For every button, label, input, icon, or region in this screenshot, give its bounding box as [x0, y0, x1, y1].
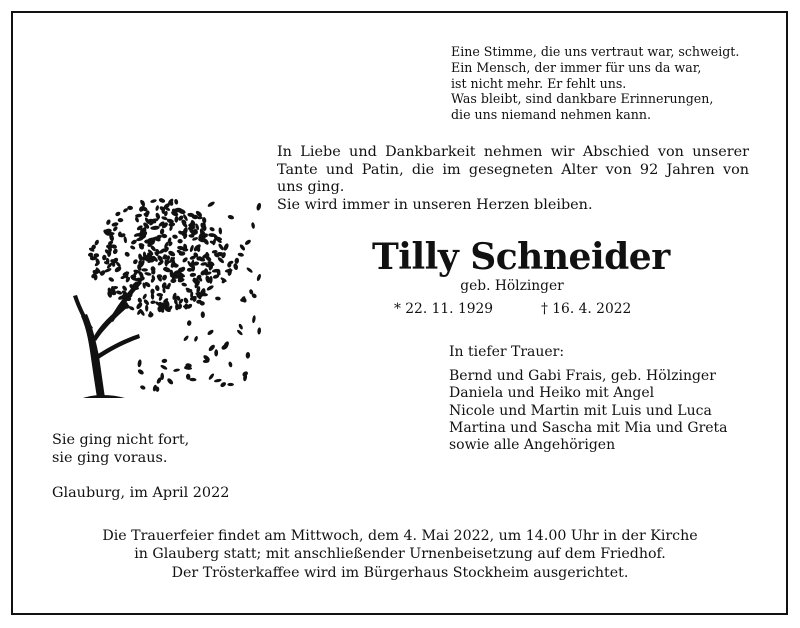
windblown-tree-icon: [65, 180, 265, 405]
maiden-name: geb. Hölzinger: [460, 278, 564, 294]
poem-line: ist nicht mehr. Er fehlt uns.: [451, 75, 627, 91]
mourner-entry: Martina und Sascha mit Mia und Greta: [449, 419, 728, 436]
farewell-text: [277, 144, 749, 214]
deceased-name: Tilly Schneider: [372, 236, 670, 278]
poem: [451, 44, 739, 123]
mourner-entry: Nicole und Martin mit Luis und Luca: [449, 402, 712, 419]
poem-line: Was bleibt, sind dankbare Erinnerungen,: [451, 91, 714, 107]
funeral-line: in Glauberg statt; mit anschließender Urnenbeisetzung auf dem Friedhof.: [134, 546, 666, 563]
saying: [52, 431, 189, 467]
birth-date: * 22. 11. 1929: [394, 301, 494, 317]
poem-line: Eine Stimme, die uns vertraut war, schweigt.: [451, 44, 740, 59]
saying-line: sie ging voraus.: [52, 450, 168, 466]
funeral-line: Der Trösterkaffee wird im Bürgerhaus Stockheim ausgerichtet.: [171, 564, 629, 581]
poem-line: die uns niemand nehmen kann.: [451, 107, 651, 123]
farewell-line: Tante und Patin, die im gesegneten Alter von 92 Jahren von: [277, 161, 749, 178]
mourner-entry: sowie alle Angehörigen: [449, 437, 616, 454]
death-date: † 16. 4. 2022: [541, 301, 632, 317]
saying-line: Sie ging nicht fort,: [52, 432, 190, 448]
place-date: Glauburg, im April 2022: [52, 485, 230, 501]
poem-line: Ein Mensch, der immer für uns da war,: [451, 59, 702, 75]
farewell-line: Sie wird immer in unseren Herzen bleiben.: [277, 196, 593, 213]
funeral-line: Die Trauerfeier findet am Mittwoch, dem 4. Mai 2022, um 14.00 Uhr in der Kirche: [102, 528, 698, 544]
mourner-entry: Daniela und Heiko mit Angel: [449, 385, 655, 402]
farewell-line: uns ging.: [277, 179, 345, 195]
farewell-line: In Liebe und Dankbarkeit nehmen wir Abschied von unserer: [277, 144, 749, 160]
mourner-entry: Bernd und Gabi Frais, geb. Hölzinger: [449, 368, 716, 385]
funeral-details: [40, 527, 760, 582]
mourners-list: [449, 344, 728, 454]
mourners-heading: In tiefer Trauer:: [449, 344, 565, 360]
